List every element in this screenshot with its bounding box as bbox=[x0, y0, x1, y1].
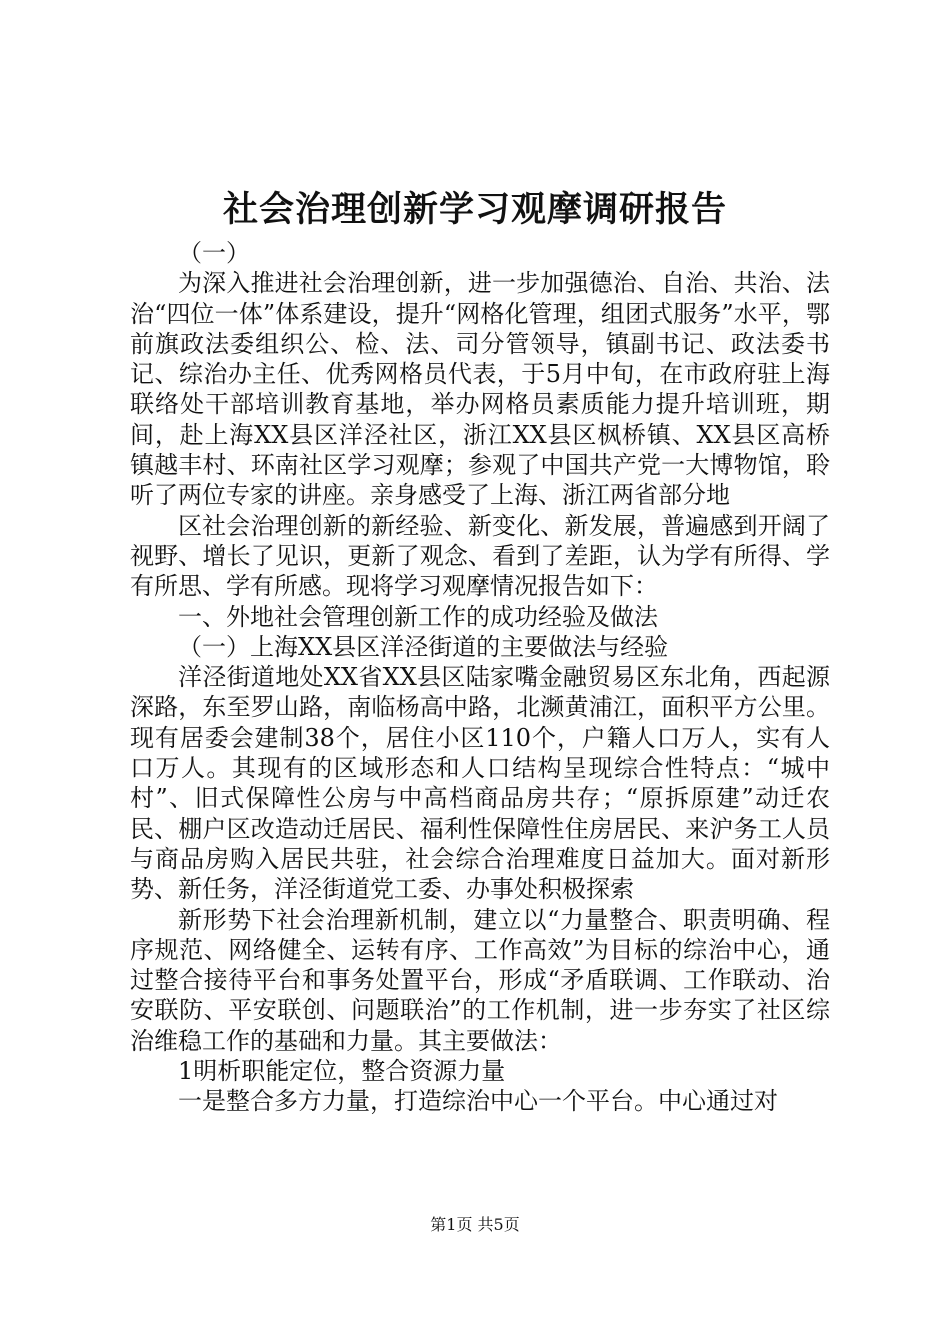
numbered-heading: 1明析职能定位，整合资源力量 bbox=[178, 1057, 506, 1086]
paragraph-yangjing-mechanism: 新形势下社会治理新机制，建立以“力量整合、职责明确、程序规范、网络健全、运转有序、工作高效”为目标的综治中心，通过整合接待平台和事务处置平台，形成“矛盾联调、工作联动、治安联防、平安联创、问题联治”的工作机制，进一步夯实了社区综治维稳工作的基础和力量。其主要做法： bbox=[130, 905, 830, 1055]
section-heading: 一、外地社会管理创新工作的成功经验及做法 bbox=[178, 602, 658, 631]
page-indicator: 第1页 共5页 bbox=[430, 1215, 520, 1234]
paragraph-intro-continued: 区社会治理创新的新经验、新变化、新发展，普遍感到开阔了视野、增长了见识，更新了观念、看到了差距，认为学有所得、学有所思、学有所感。现将学习观摩情况报告如下： bbox=[130, 511, 830, 601]
paragraph-first-measure: 一是整合多方力量，打造综治中心一个平台。中心通过对 bbox=[178, 1087, 778, 1116]
document-body bbox=[130, 238, 830, 1117]
paragraph-section-marker: （一） bbox=[178, 239, 250, 267]
document-title: 社会治理创新学习观摩调研报告 bbox=[222, 189, 727, 230]
subsection-heading: （一）上海XX县区洋泾街道的主要做法与经验 bbox=[178, 632, 669, 661]
paragraph-intro: 为深入推进社会治理创新，进一步加强德治、自治、共治、法治“四位一体”体系建设，提升“网格化管理，组团式服务”水平，鄂前旗政法委组织公、检、法、司分管领导，镇副书记、政法委书记、综治办主任、优秀网格员代表，于5月中旬，在市政府驻上海联络处干部培训教育基地，举办网格员素质能力提升培训班，期间，赴上海XX县区洋泾社区，浙江XX县区枫桥镇、XX县区高桥镇越丰村、环南社区学习观摩；参观了中国共产党一大博物馆，聆听了两位专家的讲座。亲身感受了上海、浙江两省部分地 bbox=[130, 269, 830, 510]
paragraph-yangjing-overview: 洋泾街道地处XX省XX县区陆家嘴金融贸易区东北角，西起源深路，东至罗山路，南临杨高中路，北濒黄浦江，面积平方公里。现有居委会建制38个，居住小区110个，户籍人口万人，实有人口万人。其现有的区域形态和人口结构呈现综合性特点：“城中村”、旧式保障性公房与中高档商品房共存；“原拆原建”动迁农民、棚户区改造动迁居民、福利性保障性住房居民、来沪务工人员与商品房购入居民共驻，社会综合治理难度日益加大。面对新形势、新任务，洋泾街道党工委、办事处积极探索 bbox=[130, 663, 830, 904]
